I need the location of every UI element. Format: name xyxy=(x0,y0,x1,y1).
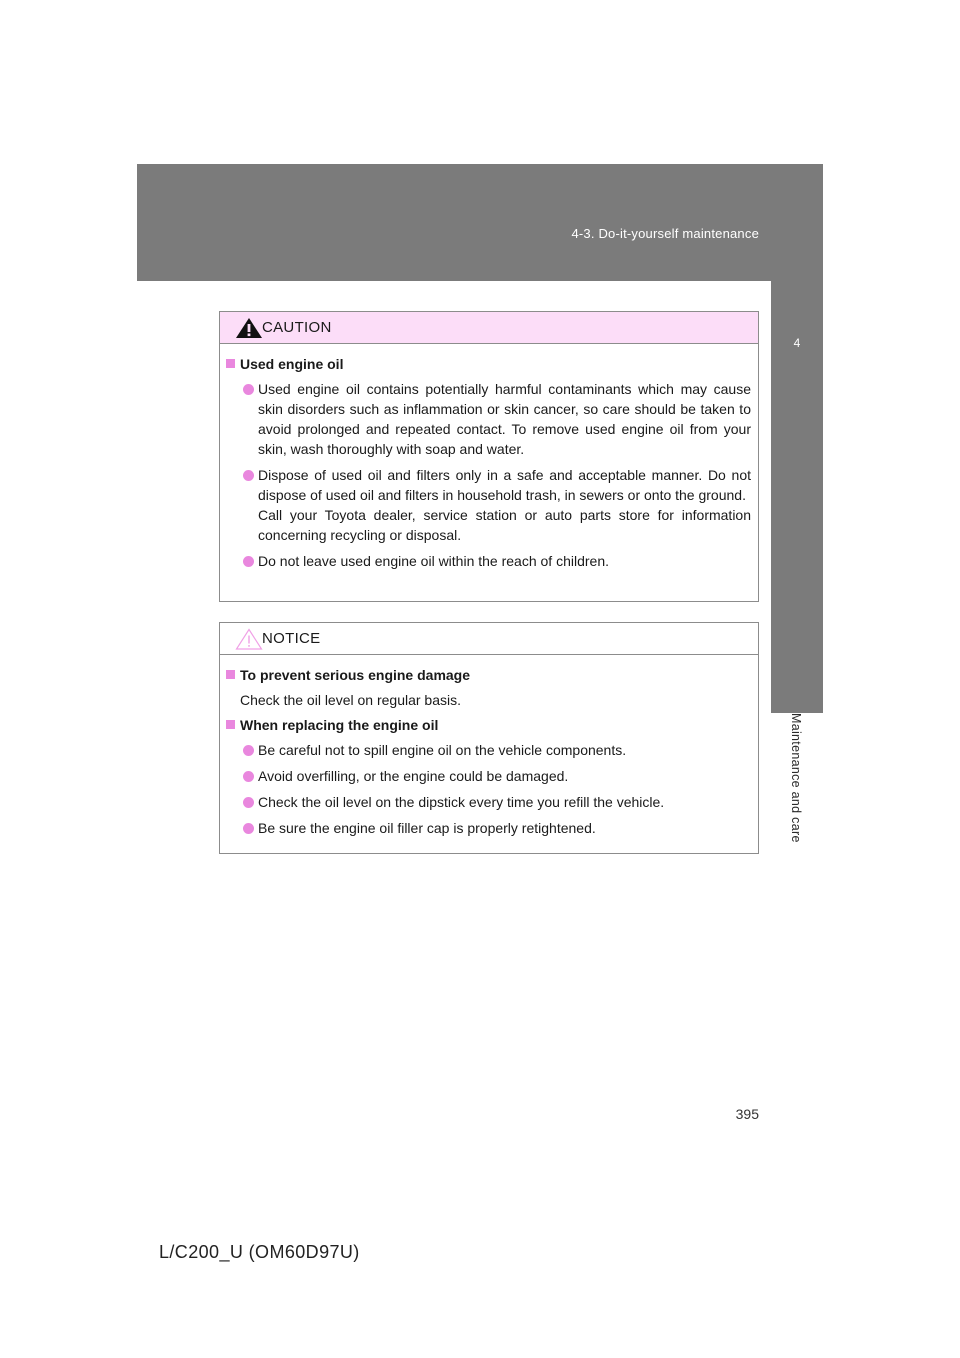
page-number: 395 xyxy=(735,1106,759,1122)
circle-bullet-icon xyxy=(243,470,254,481)
caution-item: Used engine oil contains potentially harmful contaminants which may cause skin disorders such as inflammation or skin cancer, so care should be taken to avoid prolonged and repeated contact. To remove used engine oil from your skin, wash thoroughly with soap and water. xyxy=(226,379,751,459)
chapter-title xyxy=(771,713,823,863)
caution-section-title: Used engine oil xyxy=(226,354,751,374)
notice-header xyxy=(220,623,758,655)
chapter-title-text: Maintenance and care xyxy=(789,713,803,843)
notice-box xyxy=(219,622,759,854)
notice-item: Avoid overfilling, or the engine could be damaged. xyxy=(226,766,751,786)
header-band xyxy=(137,164,823,281)
circle-bullet-icon xyxy=(243,384,254,395)
caution-header xyxy=(220,312,758,344)
circle-bullet-icon xyxy=(243,823,254,834)
notice-section-title: To prevent serious engine damage xyxy=(226,665,751,685)
notice-section-title: When replacing the engine oil xyxy=(226,715,751,735)
notice-section-body: Check the oil level on regular basis. xyxy=(240,692,462,708)
notice-item: Be careful not to spill engine oil on the vehicle components. xyxy=(226,740,751,760)
square-bullet-icon xyxy=(226,720,235,729)
warning-outline-icon xyxy=(235,628,263,650)
warning-filled-icon xyxy=(235,317,263,339)
notice-item: Check the oil level on the dipstick every time you refill the vehicle. xyxy=(226,792,751,812)
chapter-number: 4 xyxy=(793,336,801,350)
notice-item: Be sure the engine oil filler cap is properly retightened. xyxy=(226,818,751,838)
square-bullet-icon xyxy=(226,670,235,679)
caution-item: Dispose of used oil and filters only in a safe and acceptable manner. Do not dispose of used oil and filters in household trash, in sewers or onto the ground. Call your Toyota dealer, service station or auto parts store for information concerning recycling or disposal. xyxy=(226,465,751,545)
caution-box xyxy=(219,311,759,602)
circle-bullet-icon xyxy=(243,771,254,782)
section-title: 4-3. Do-it-yourself maintenance xyxy=(571,226,759,241)
notice-label: NOTICE xyxy=(262,630,321,647)
caution-label: CAUTION xyxy=(262,319,332,336)
circle-bullet-icon xyxy=(243,556,254,567)
circle-bullet-icon xyxy=(243,745,254,756)
document-code: L/C200_U (OM60D97U) xyxy=(159,1242,360,1262)
caution-item: Do not leave used engine oil within the reach of children. xyxy=(226,551,751,571)
circle-bullet-icon xyxy=(243,797,254,808)
square-bullet-icon xyxy=(226,359,235,368)
